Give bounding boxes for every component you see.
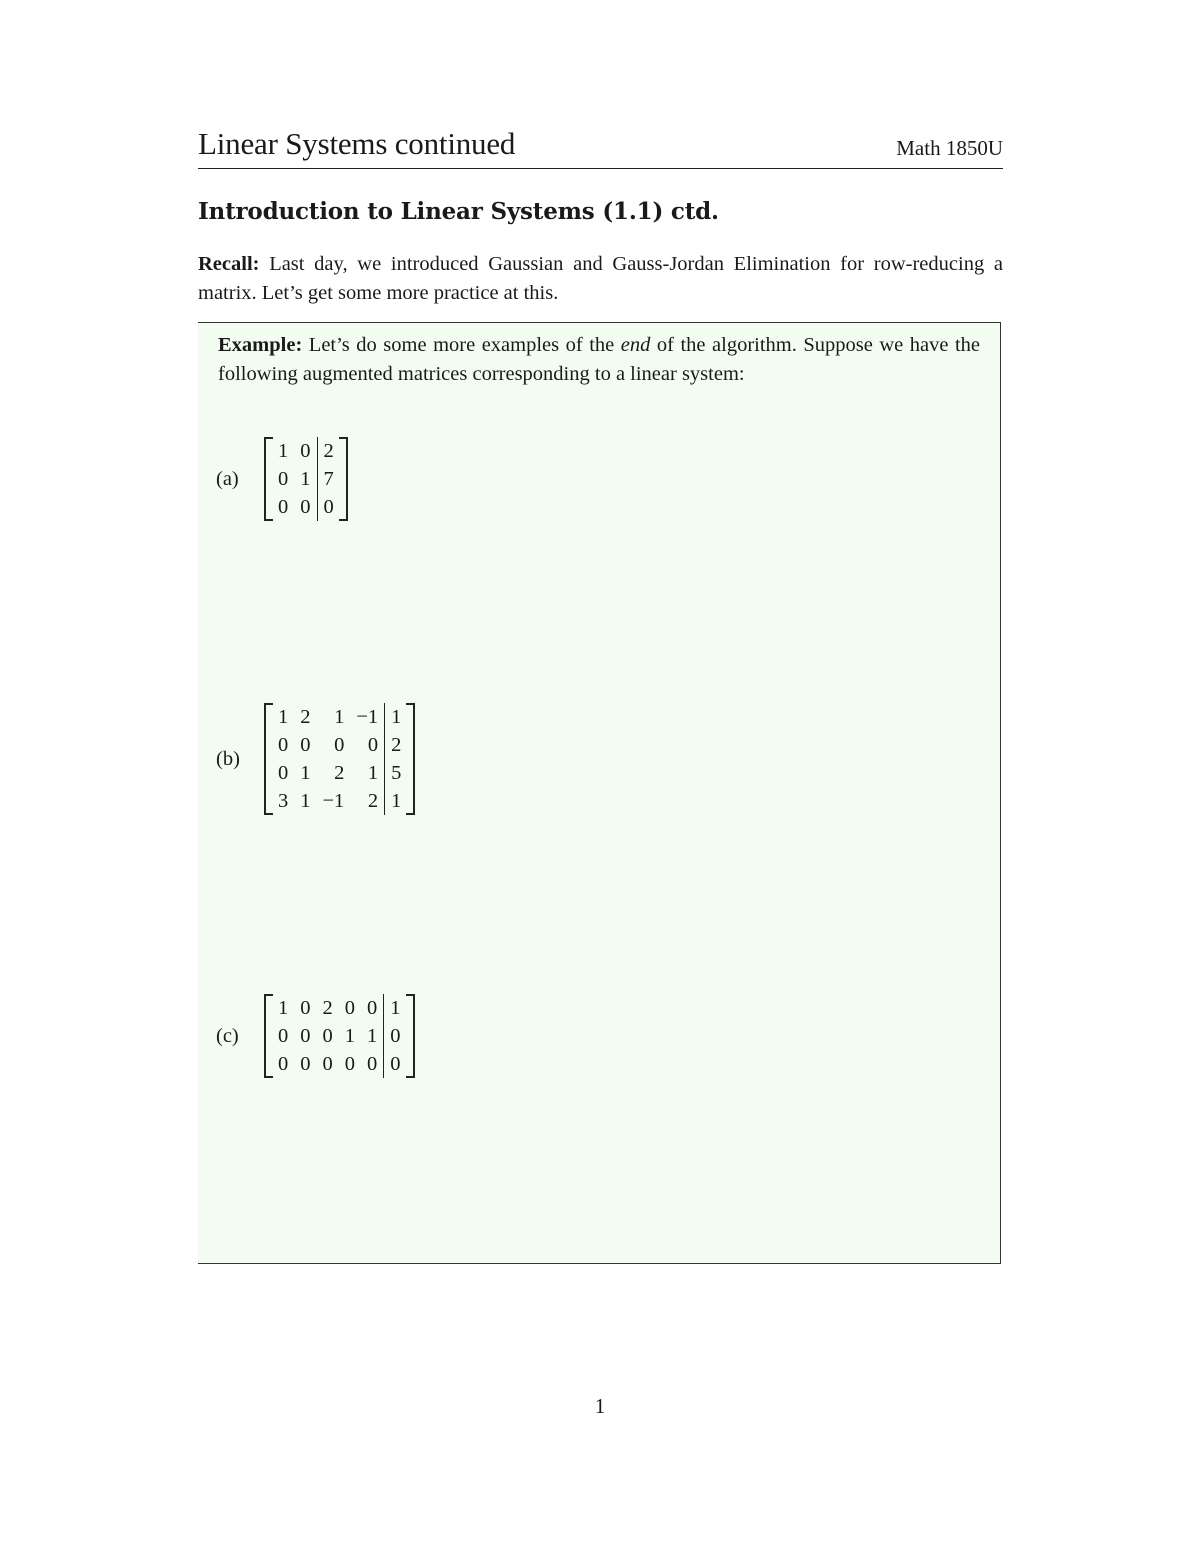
- augmented-matrix: [264, 437, 348, 521]
- matrix-entry: 2: [322, 997, 333, 1019]
- matrix-entry: 0: [278, 1053, 289, 1075]
- problem-label: (b): [216, 747, 240, 770]
- matrix-grid: [272, 703, 407, 815]
- section-title: Introduction to Linear Systems (1.1) ctd.: [198, 198, 719, 225]
- right-bracket: [406, 703, 415, 815]
- matrix-entry: 2: [334, 762, 345, 784]
- matrix-entry: 0: [322, 1025, 333, 1047]
- matrix-entry: 0: [322, 1053, 333, 1075]
- augmented-matrix: [264, 703, 415, 815]
- page-number: 1: [594, 1394, 606, 1418]
- matrix-entry: 0: [344, 1053, 355, 1075]
- matrix-entry: 1: [344, 1025, 355, 1047]
- matrix-row: [272, 759, 407, 787]
- augmented-matrix: [264, 994, 415, 1078]
- recall-lead: Recall:: [198, 253, 260, 275]
- matrix-entry: 0: [300, 440, 311, 462]
- left-bracket: [264, 437, 273, 521]
- matrix-augmented-entry: 0: [317, 493, 340, 521]
- matrix-row: [272, 1022, 407, 1050]
- matrix-entry: 1: [300, 790, 311, 812]
- problem-b: [216, 703, 415, 815]
- page-header: [198, 124, 1003, 169]
- recall-paragraph: [198, 250, 1003, 308]
- matrix-augmented-entry: 1: [385, 703, 408, 731]
- example-box: [198, 322, 1001, 1264]
- matrix-entry: 0: [367, 734, 379, 756]
- matrix-row: [272, 703, 407, 731]
- matrix-entry: 0: [300, 496, 311, 518]
- example-text-after: of the algorithm. Suppose we have the following augmented matrices corresponding to a linear system:: [218, 334, 981, 385]
- example-lead: Example:: [218, 334, 303, 356]
- example-paragraph: [218, 331, 980, 389]
- matrix-row: [272, 787, 407, 815]
- matrix-entry: 0: [278, 496, 289, 518]
- left-bracket: [264, 703, 273, 815]
- matrix-augmented-entry: 7: [317, 465, 340, 493]
- problem-a: [216, 437, 348, 521]
- matrix-entry: 0: [334, 734, 345, 756]
- matrix-augmented-entry: 1: [384, 994, 407, 1022]
- matrix-row: [272, 437, 340, 465]
- matrix-row: [272, 731, 407, 759]
- header-course: Math 1850U: [896, 136, 1003, 160]
- matrix-entry: 1: [367, 762, 379, 784]
- matrix-entry: 1: [367, 1025, 378, 1047]
- matrix-row: [272, 1050, 407, 1078]
- matrix-entry: 0: [278, 762, 289, 784]
- matrix-entry: 0: [278, 468, 289, 490]
- matrix-entry: 0: [278, 1025, 289, 1047]
- left-bracket: [264, 994, 273, 1078]
- matrix-augmented-entry: 1: [385, 787, 408, 815]
- matrix-row: [272, 493, 340, 521]
- right-bracket: [406, 994, 415, 1078]
- matrix-entry: 2: [300, 706, 311, 728]
- matrix-entry: 0: [278, 734, 289, 756]
- matrix-entry: 0: [300, 734, 311, 756]
- problem-c: [216, 994, 415, 1078]
- matrix-grid: [272, 437, 340, 521]
- header-title: Linear Systems continued: [198, 126, 516, 161]
- matrix-entry: 1: [300, 468, 311, 490]
- matrix-entry: 1: [278, 440, 289, 462]
- example-text-before: Let’s do some more examples of the: [308, 334, 615, 356]
- matrix-entry: 1: [278, 706, 289, 728]
- recall-text: Last day, we introduced Gaussian and Gauss-Jordan Elimination for row-reducing a matrix. Let’s get some more practice at this.: [198, 253, 1003, 304]
- matrix-entry: 2: [367, 790, 379, 812]
- problem-label: (c): [216, 1024, 239, 1047]
- matrix-entry: −1: [356, 706, 379, 728]
- matrix-augmented-entry: 0: [384, 1050, 407, 1078]
- example-emphasis: end: [620, 334, 651, 356]
- matrix-entry: 1: [300, 762, 311, 784]
- matrix-entry: 3: [278, 790, 289, 812]
- matrix-augmented-entry: 2: [385, 731, 408, 759]
- matrix-entry: 1: [334, 706, 345, 728]
- problem-label: (a): [216, 467, 239, 490]
- matrix-entry: −1: [322, 790, 345, 812]
- matrix-entry: 0: [300, 1053, 311, 1075]
- matrix-entry: 0: [344, 997, 355, 1019]
- matrix-row: [272, 994, 407, 1022]
- right-bracket: [339, 437, 348, 521]
- matrix-augmented-entry: 2: [317, 437, 340, 465]
- matrix-augmented-entry: 5: [385, 759, 408, 787]
- matrix-entry: 0: [367, 997, 378, 1019]
- matrix-entry: 0: [300, 997, 311, 1019]
- matrix-row: [272, 465, 340, 493]
- matrix-augmented-entry: 0: [384, 1022, 407, 1050]
- matrix-grid: [272, 994, 407, 1078]
- matrix-entry: 1: [278, 997, 289, 1019]
- matrix-entry: 0: [300, 1025, 311, 1047]
- matrix-entry: 0: [367, 1053, 378, 1075]
